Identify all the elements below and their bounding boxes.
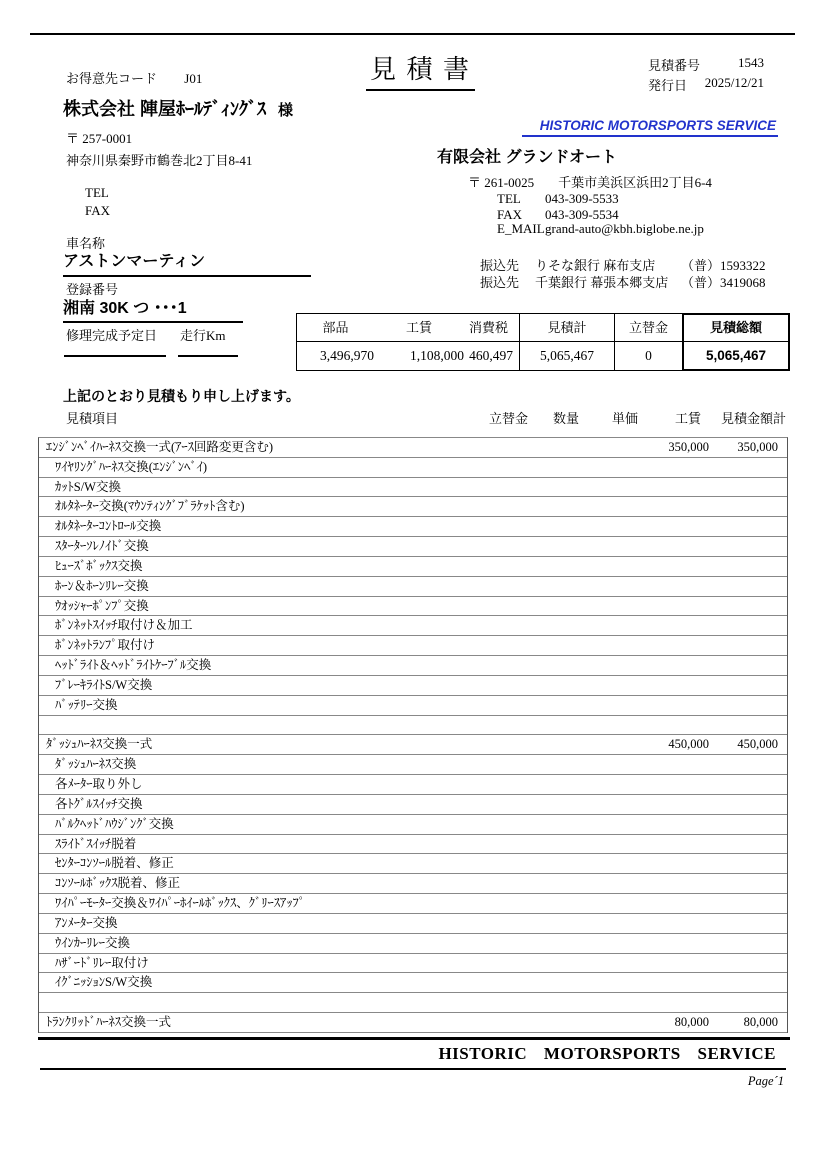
summary-parts-value: 3,496,970 [320,348,374,363]
summary-labor-value: 1,108,000 [410,348,464,363]
item-total-value [709,636,787,655]
item-label: ﾊﾞｯﾃﾘｰ交換 [55,697,118,712]
vendor-fax-label: FAX [497,207,523,222]
item-total-value [709,517,787,536]
issue-date-label: 発行日 [648,78,688,93]
item-labor-value [589,478,709,497]
table-row [39,775,787,795]
vendor-email-row [497,221,704,237]
item-labor-value [589,755,709,774]
item-labor-value [589,597,709,616]
item-label: ﾊｻﾞｰﾄﾞﾘﾚｰ取付け [55,955,149,970]
item-label: ﾀﾞｯｼｭﾊｰﾈｽ交換一式 [46,737,153,752]
item-labor-value [589,458,709,477]
item-labor-value [589,557,709,576]
summary-tax-value: 460,497 [469,348,513,363]
table-row [39,894,787,914]
item-label: ﾊﾞﾙｸﾍｯﾄﾞﾊｳｼﾞﾝｸﾞ交換 [55,816,174,831]
item-labor-value [589,993,709,1012]
item-labor-value [589,874,709,893]
item-total-value [709,755,787,774]
table-row [39,636,787,656]
item-label: ﾌﾞﾚｰｷﾗｲﾄS/W交換 [55,677,153,692]
table-row [39,854,787,874]
summary-total-header: 見積総額 [709,320,762,335]
item-label: ﾎｰﾝ＆ﾎｰﾝﾘﾚｰ交換 [55,578,149,593]
summary-value-row [297,342,789,370]
bank2-label: 振込先 [480,275,520,290]
customer-code-value: J01 [184,71,203,86]
estimate-number-row [648,55,764,75]
footer-company-name: HISTORIC MOTORSPORTS SERVICE [438,1044,776,1063]
vendor-email-value: grand-auto@kbh.biglobe.ne.jp [545,221,704,236]
bank1-label: 振込先 [480,258,520,273]
item-total-value [709,656,787,675]
registration-label: 登録番号 [66,282,119,297]
bank1-name: りそな銀行 麻布支店 [535,258,656,273]
item-label: ｳｵｯｼｬｰﾎﾟﾝﾌﾟ交換 [55,598,149,613]
summary-header-row [297,314,789,342]
vendor-tel-value: 043-309-5533 [545,191,619,206]
item-total-value [709,973,787,992]
page-title: 見 積 書 [366,49,475,91]
item-total-value [709,954,787,973]
item-label: ｳｲﾝｶｰﾘﾚｰ交換 [55,935,131,950]
table-row [39,934,787,954]
vendor-tel-row [497,191,619,207]
item-total-value: 450,000 [737,737,778,752]
vendor-logo: HISTORIC MOTORSPORTS SERVICE [522,118,778,137]
estimate-number-label: 見積番号 [648,58,701,73]
item-label: ｴﾝｼﾞﾝﾍﾞｲﾊｰﾈｽ交換一式(ｱｰｽ回路変更含む) [46,440,274,454]
table-row [39,438,787,458]
bank1-account: （普）1593322 [681,258,766,273]
customer-honorific: 様 [278,102,294,119]
item-label [46,716,589,735]
items-header-labor: 工賃 [674,411,701,426]
item-labor-value [589,636,709,655]
table-row [39,616,787,636]
item-label: ﾄﾗﾝｸﾘｯﾄﾞﾊｰﾈｽ交換一式 [46,1015,172,1030]
footer-divider-top [38,1037,790,1040]
item-label: ﾎﾞﾝﾈｯﾄｽｲｯﾁ取付け＆加工 [55,618,193,633]
table-row [39,835,787,855]
item-label: ｾﾝﾀｰｺﾝｿｰﾙ脱着、修正 [55,856,174,871]
item-labor-value [589,914,709,933]
item-labor-value [589,854,709,873]
table-row [39,478,787,498]
table-row [39,458,787,478]
item-label: ｵﾙﾀﾈｰﾀｰｺﾝﾄﾛｰﾙ交換 [55,519,162,534]
item-total-value [709,696,787,715]
summary-advance-header: 立替金 [615,314,683,341]
vehicle-name-value: アストンマーティン [63,248,311,277]
item-label: ｺﾝｿｰﾙﾎﾞｯｸｽ脱着、修正 [55,876,181,891]
item-labor-value: 350,000 [668,440,709,454]
items-header-item: 見積項目 [66,411,119,426]
item-total-value [709,458,787,477]
table-row [39,973,787,993]
customer-fax-label: FAX [85,203,111,218]
item-label: ﾀﾞｯｼｭﾊｰﾈｽ交換 [55,757,137,772]
table-row [39,755,787,775]
summary-subtotal-value: 5,065,467 [520,342,615,370]
statement-text: 上記のとおり見積もり申し上げます。 [63,388,300,404]
item-label: ｵﾙﾀﾈｰﾀｰ交換(ﾏｳﾝﾃｨﾝｸﾞﾌﾞﾗｹｯﾄ含む) [55,499,245,514]
item-label: ｲｸﾞﾆｯｼｮﾝS/W交換 [55,975,153,990]
table-row [39,497,787,517]
mileage-label: 走行Km [180,328,226,343]
item-total-value [709,557,787,576]
item-total-value [709,478,787,497]
table-row [39,656,787,676]
bank2-name: 千葉銀行 幕張本郷支店 [535,275,669,290]
issue-date-value: 2025/12/21 [704,75,764,90]
item-labor-value [589,616,709,635]
item-labor-value [589,497,709,516]
customer-tel-label: TEL [85,185,109,200]
item-label: ﾜｲﾔﾘﾝｸﾞﾊｰﾈｽ交換(ｴﾝｼﾞﾝﾍﾞｲ) [55,459,208,474]
item-label: ﾍｯﾄﾞﾗｲﾄ＆ﾍｯﾄﾞﾗｲﾄｹｰﾌﾞﾙ交換 [55,658,212,673]
bank2-account: （普）3419068 [681,275,766,290]
item-total-value [709,934,787,953]
table-row [39,537,787,557]
item-total-value [709,874,787,893]
item-labor-value [589,537,709,556]
item-total-value [709,577,787,596]
item-label: ｱﾝﾒｰﾀｰ交換 [55,915,118,930]
item-label: ｽﾀｰﾀｰｿﾚﾉｲﾄﾞ交換 [55,539,149,554]
table-row [39,993,787,1013]
item-labor-value: 450,000 [668,737,709,752]
table-row [39,1013,787,1033]
item-labor-value [589,696,709,715]
customer-code-row [66,68,202,87]
document-meta [648,55,764,95]
item-label: 各ﾄｸﾞﾙｽｲｯﾁ交換 [55,796,143,811]
vendor-tel-label: TEL [497,191,521,206]
customer-address: 神奈川県秦野市鶴巻北2丁目8-41 [66,153,253,168]
item-total-value [709,815,787,834]
item-labor-value [589,656,709,675]
item-labor-value [589,973,709,992]
mileage-underline [178,355,238,357]
page-number: Page´1 [747,1074,784,1088]
item-total-value [709,914,787,933]
item-labor-value [589,815,709,834]
item-labor-value: 80,000 [674,1015,709,1030]
item-total-value [709,854,787,873]
item-total-value: 80,000 [743,1015,778,1030]
table-row [39,795,787,815]
item-total-value [709,676,787,695]
table-row [39,577,787,597]
customer-postal: 〒 257-0001 [66,131,133,146]
item-label: ﾜｲﾊﾟｰﾓｰﾀｰ交換＆ﾜｲﾊﾟｰﾎｲｰﾙﾎﾞｯｸｽ、ｸﾞﾘｰｽｱｯﾌﾟ [55,896,306,911]
item-labor-value [589,517,709,536]
customer-name [63,95,293,121]
table-row [39,676,787,696]
vendor-email-label: E_MAIL [497,221,545,236]
table-row [39,557,787,577]
table-row [39,914,787,934]
items-header-qty: 数量 [552,411,579,426]
item-total-value [709,775,787,794]
customer-name-text: 株式会社 陣屋ﾎｰﾙﾃﾞｨﾝｸﾞｽ [63,99,266,119]
table-row [39,954,787,974]
repair-date-underline [64,355,166,357]
item-labor-value [589,716,709,735]
items-header-total: 見積金額計 [720,411,786,426]
vehicle-name-label: 車名称 [66,236,106,251]
item-labor-value [589,934,709,953]
item-label: ﾋｭｰｽﾞﾎﾞｯｸｽ交換 [55,558,143,573]
summary-group-values [297,342,520,370]
registration-value: 湘南 30K つ ･･･1 [63,295,243,323]
items-header-row [38,408,788,434]
table-row [39,696,787,716]
table-row [39,716,787,736]
item-label: ｶｯﾄS/W交換 [55,479,121,494]
table-row [39,517,787,537]
item-labor-value [589,835,709,854]
item-label [46,993,589,1012]
item-total-value [709,616,787,635]
estimate-number-value: 1543 [738,55,764,70]
summary-subtotal-header: 見積計 [520,314,615,341]
vendor-name: 有限会社 グランドオート [437,149,617,166]
item-total-value [709,835,787,854]
item-total-value [709,597,787,616]
customer-code-label: お得意先コード [66,71,158,86]
footer-divider-bottom [40,1068,786,1070]
items-header-advance: 立替金 [488,411,528,426]
item-total-value [709,716,787,735]
table-row [39,874,787,894]
summary-total-value: 5,065,467 [705,348,767,363]
item-labor-value [589,894,709,913]
items-table-body [38,437,788,1033]
item-labor-value [589,577,709,596]
summary-labor-header: 工賃 [405,320,432,335]
summary-tax-header: 消費税 [468,320,508,335]
item-total-value: 350,000 [737,440,778,454]
summary-group-headers [297,314,520,341]
vendor-postal-code: 〒 261-0025 [468,175,535,190]
bank-account-row-2 [480,272,766,291]
item-label: ﾎﾞﾝﾈｯﾄﾗﾝﾌﾟ取付け [55,638,156,653]
repair-date-label: 修理完成予定日 [66,328,158,343]
table-row [39,735,787,755]
summary-table [296,313,790,371]
item-label: 各ﾒｰﾀｰ取り外し [55,777,143,792]
item-labor-value [589,676,709,695]
summary-parts-header: 部品 [322,320,349,335]
item-label: ｽﾗｲﾄﾞｽｲｯﾁ脱着 [55,836,137,851]
item-total-value [709,894,787,913]
item-total-value [709,497,787,516]
table-row [39,815,787,835]
item-labor-value [589,795,709,814]
summary-advance-value: 0 [615,342,683,370]
vendor-postal-row [468,172,712,191]
item-total-value [709,795,787,814]
item-total-value [709,537,787,556]
item-labor-value [589,775,709,794]
items-header-unit-price: 単価 [611,411,638,426]
issue-date-row [648,75,764,95]
vendor-fax-value: 043-309-5534 [545,207,619,222]
top-divider [30,33,795,35]
vendor-address: 千葉市美浜区浜田2丁目6-4 [558,175,712,190]
item-labor-value [589,954,709,973]
table-row [39,597,787,617]
item-total-value [709,993,787,1012]
